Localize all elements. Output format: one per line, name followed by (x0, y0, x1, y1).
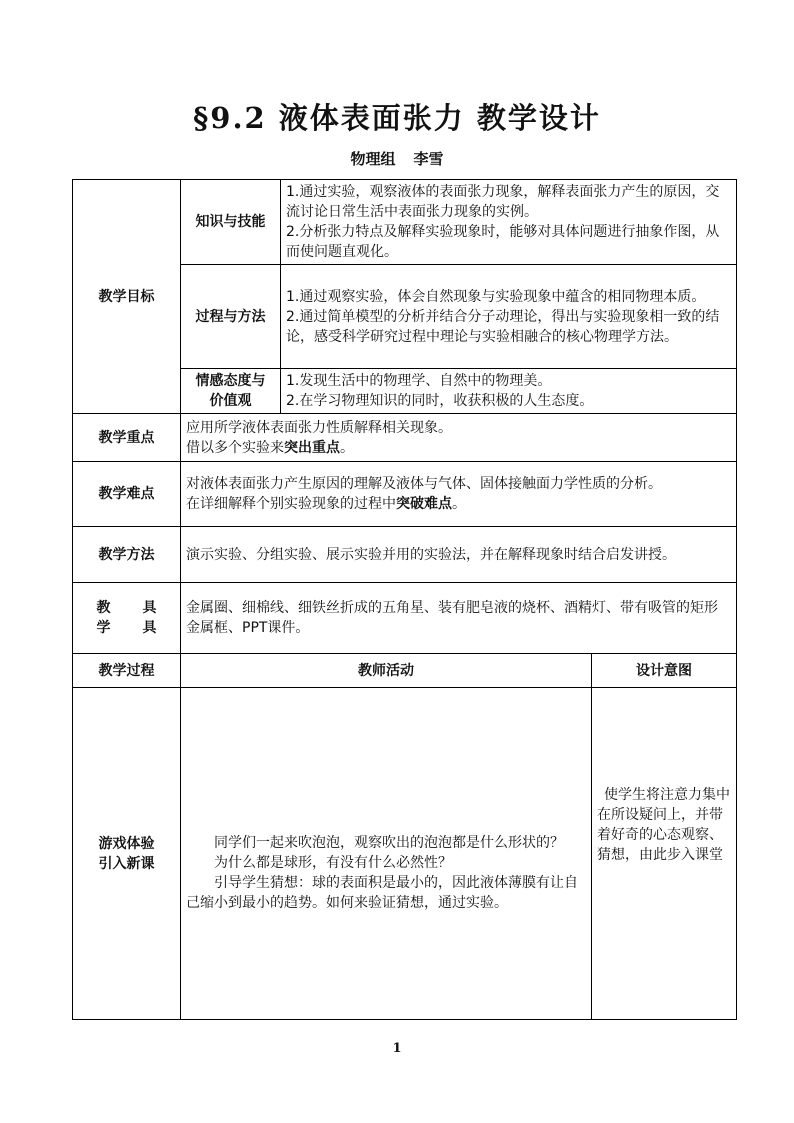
difficulties-line (186, 494, 731, 514)
methods-row (73, 527, 737, 583)
key-points-line: 应用所学液体表面张力性质解释相关现象。 (186, 419, 452, 436)
objective-attitude-label (181, 369, 281, 414)
objective-line: 1.发现生活中的物理学、自然中的物理美。 (286, 373, 552, 389)
objective-line: 2.分析张力特点及解释实验现象时，能够对具体问题进行抽象作图，从而使问题直观化。 (286, 224, 720, 260)
tools-label-char: 具 (142, 620, 157, 636)
design-intent-text: 使学生将注意力集中在所设疑问上，并带着好奇的心态观察、猜想，由此步入课堂 (597, 786, 730, 863)
key-points-label: 教学重点 (73, 414, 181, 462)
key-points-row (73, 414, 737, 462)
objective-process-content (281, 265, 737, 369)
key-points-emphasis: 突出重点 (284, 439, 340, 456)
methods-content: 演示实验、分组实验、展示实验并用的实验法，并在解释现象时结合启发讲授。 (181, 527, 737, 583)
objective-line: 2.在学习物理知识的同时，收获积极的人生态度。 (286, 393, 594, 409)
teacher-paragraph: 为什么都是球形，有没有什么必然性？ (214, 854, 452, 871)
key-points-suffix: 。 (340, 439, 354, 456)
tools-row (73, 583, 737, 654)
process-header-intent: 设计意图 (592, 654, 737, 688)
design-intent (592, 688, 737, 1020)
objective-line: 1.通过观察实验，体会自然现象与实验现象中蕴含的相同物理本质。 (286, 288, 706, 305)
tools-label-char: 具 (142, 600, 157, 616)
attitude-label-line: 价值观 (209, 393, 252, 409)
teacher-activity (181, 688, 592, 1020)
tools-label (73, 583, 181, 654)
difficulties-content (181, 462, 737, 527)
process-row (73, 688, 737, 1020)
page-number: 1 (392, 1041, 402, 1056)
objective-knowledge-label: 知识与技能 (181, 180, 281, 265)
process-header-stage: 教学过程 (73, 654, 181, 688)
teacher-paragraph: 引导学生猜想：球的表面积是最小的，因此液体薄膜有让自己缩小到最小的趋势。如何来验证猜想，通过实验。 (186, 874, 578, 911)
objective-attitude-content (281, 369, 737, 414)
difficulties-emphasis: 突破难点 (396, 496, 452, 512)
objective-knowledge-content (281, 180, 737, 265)
tools-label-line (97, 598, 157, 618)
process-stage-label (73, 688, 181, 1020)
key-points-line (186, 438, 731, 458)
tools-label-char: 教 (96, 600, 111, 616)
objective-row-knowledge (73, 180, 737, 265)
group-name: 物理组 (350, 150, 396, 168)
lesson-plan-table (72, 179, 737, 1020)
key-points-prefix: 借以多个实验来 (186, 439, 284, 456)
methods-label: 教学方法 (73, 527, 181, 583)
key-points-content (181, 414, 737, 462)
attitude-label-line: 情感态度与 (195, 373, 266, 389)
objectives-label: 教学目标 (73, 180, 181, 414)
difficulties-row (73, 462, 737, 527)
difficulties-suffix: 。 (452, 496, 466, 512)
difficulties-prefix: 在详细解释个别实验现象的过程中 (186, 496, 396, 512)
objective-line: 2.通过简单模型的分析并结合分子动理论，得出与实验现象相一致的结论，感受科学研究过程中理论与实验相融合的核心物理学方法。 (286, 308, 720, 345)
tools-content: 金属圈、细棉线、细铁丝折成的五角星、装有肥皂液的烧杯、酒精灯、带有吸管的矩形金属框、PPT课件。 (181, 583, 737, 654)
difficulties-line: 对液体表面张力产生原因的理解及液体与气体、固体接触面力学性质的分析。 (186, 476, 662, 492)
objective-process-label: 过程与方法 (181, 265, 281, 369)
tools-label-line (97, 618, 157, 638)
tools-label-char: 学 (96, 620, 111, 636)
author-name: 李雪 (413, 150, 444, 168)
objective-line: 1.通过实验，观察液体的表面张力现象，解释表面张力产生的原因，交流讨论日常生活中表面张力现象的实例。 (286, 184, 720, 220)
process-header-teacher: 教师活动 (181, 654, 592, 688)
document-title: §9.2 液体表面张力 教学设计 (193, 101, 601, 135)
stage-label-line: 引入新课 (98, 855, 155, 872)
teacher-paragraph: 同学们一起来吹泡泡，观察吹出的泡泡都是什么形状的？ (214, 834, 564, 851)
difficulties-label: 教学难点 (73, 462, 181, 527)
process-header-row (73, 654, 737, 688)
author-line (0, 148, 794, 169)
stage-label-line: 游戏体验 (98, 835, 155, 852)
